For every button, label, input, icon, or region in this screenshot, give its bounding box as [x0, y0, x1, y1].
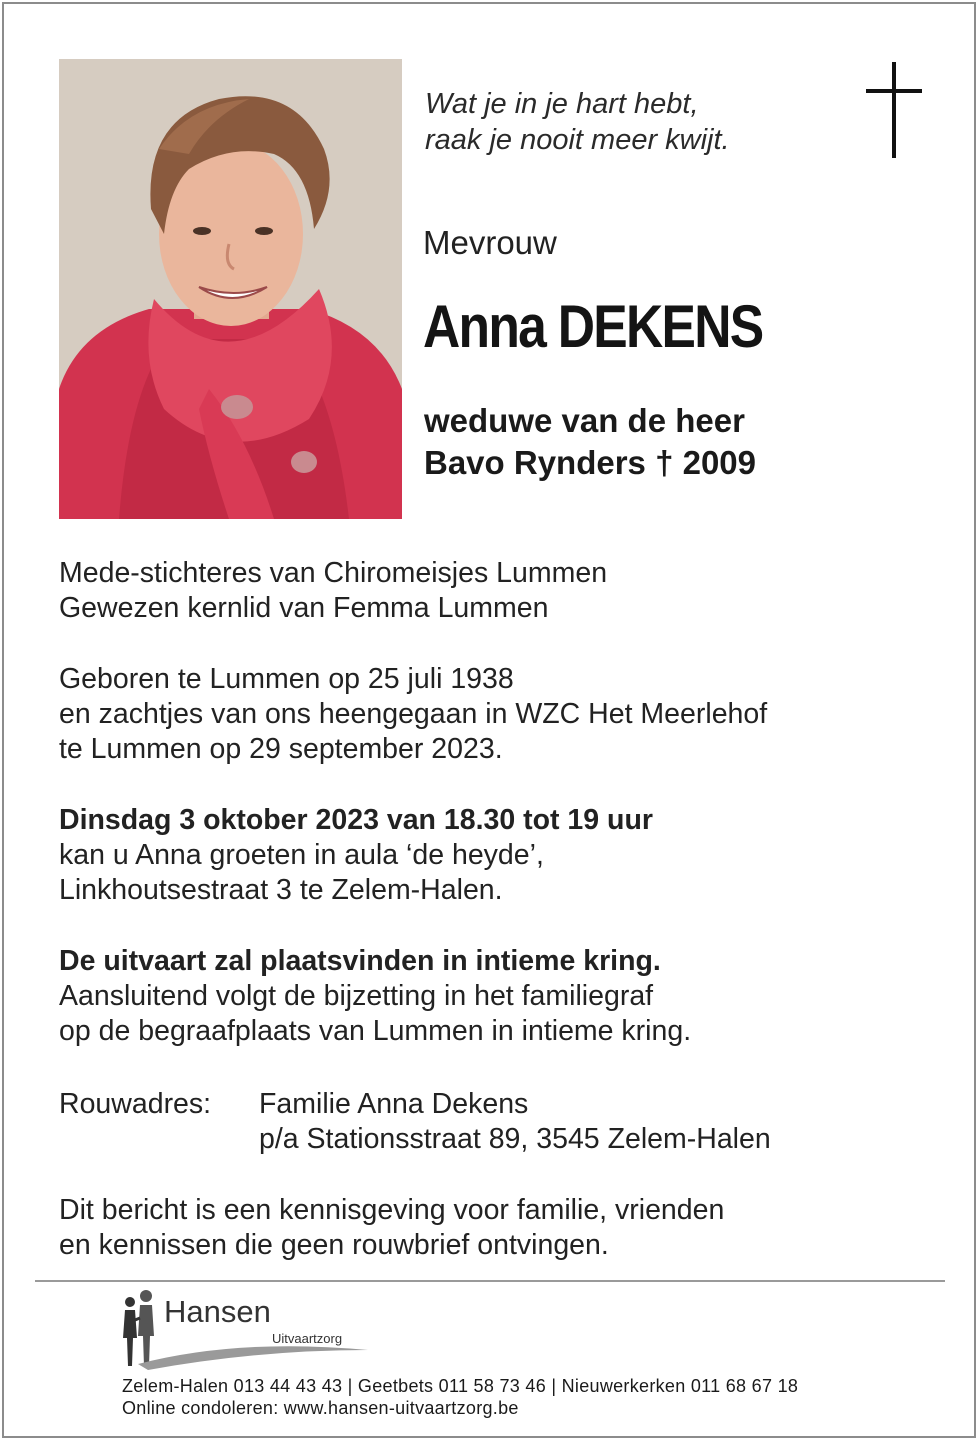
- memorial-quote: [425, 86, 730, 158]
- life-line: te Lummen op 29 september 2023.: [59, 733, 503, 765]
- quote-line-1: Wat je in je hart hebt,: [425, 88, 699, 120]
- address-line-2: p/a Stationsstraat 89, 3545 Zelem-Halen: [259, 1123, 771, 1155]
- cross-icon: [866, 62, 922, 158]
- role-line: Mede-stichteres van Chiromeisjes Lummen: [59, 557, 608, 589]
- widow-line-2: Bavo Rynders † 2009: [424, 444, 757, 481]
- funeral-line: Aansluitend volgt de bijzetting in het familiegraf: [59, 980, 654, 1012]
- address-label: Rouwadres:: [59, 1088, 212, 1120]
- role-line: Gewezen kernlid van Femma Lummen: [59, 592, 549, 624]
- notice-block: [59, 1193, 724, 1263]
- quote-line-2: raak je nooit meer kwijt.: [425, 124, 730, 156]
- footer-online-link[interactable]: Online condoleren: www.hansen-uitvaartzorg.be: [122, 1398, 519, 1418]
- salutation: Mevrouw: [423, 224, 557, 261]
- life-line: Geboren te Lummen op 25 juli 1938: [59, 663, 514, 695]
- portrait-photo: [59, 59, 402, 519]
- visitation-heading: Dinsdag 3 oktober 2023 van 18.30 tot 19 uur: [59, 804, 653, 836]
- deceased-name: Anna DEKENS: [423, 293, 763, 360]
- mourning-address: [59, 1087, 771, 1157]
- address-line-1: Familie Anna Dekens: [259, 1088, 529, 1120]
- visitation-block: [59, 803, 653, 908]
- widow-of: [424, 400, 756, 484]
- footer-phones: Zelem-Halen 013 44 43 43 | Geetbets 011 58 73 46 | Nieuwerkerken 011 68 67 18: [122, 1376, 799, 1396]
- funeral-line: op de begraafplaats van Lummen in intieme kring.: [59, 1015, 692, 1047]
- logo-wordmark: Hansen: [164, 1294, 271, 1329]
- logo-subtitle: Uitvaartzorg: [272, 1331, 343, 1346]
- notice-line: en kennissen die geen rouwbrief ontvingen.: [59, 1229, 609, 1261]
- footer-divider: [35, 1280, 945, 1282]
- notice-line: Dit bericht is een kennisgeving voor familie, vrienden: [59, 1194, 725, 1226]
- portrait-illustration: [59, 59, 402, 519]
- life-block: [59, 662, 767, 767]
- life-line: en zachtjes van ons heengegaan in WZC Het Meerlehof: [59, 698, 768, 730]
- visitation-line: kan u Anna groeten in aula ‘de heyde’,: [59, 839, 544, 871]
- funeral-heading: De uitvaart zal plaatsvinden in intieme kring.: [59, 945, 661, 977]
- roles-block: [59, 556, 607, 626]
- widow-line-1: weduwe van de heer: [424, 402, 745, 439]
- funeral-block: [59, 944, 691, 1049]
- visitation-line: Linkhoutsestraat 3 te Zelem-Halen.: [59, 874, 503, 906]
